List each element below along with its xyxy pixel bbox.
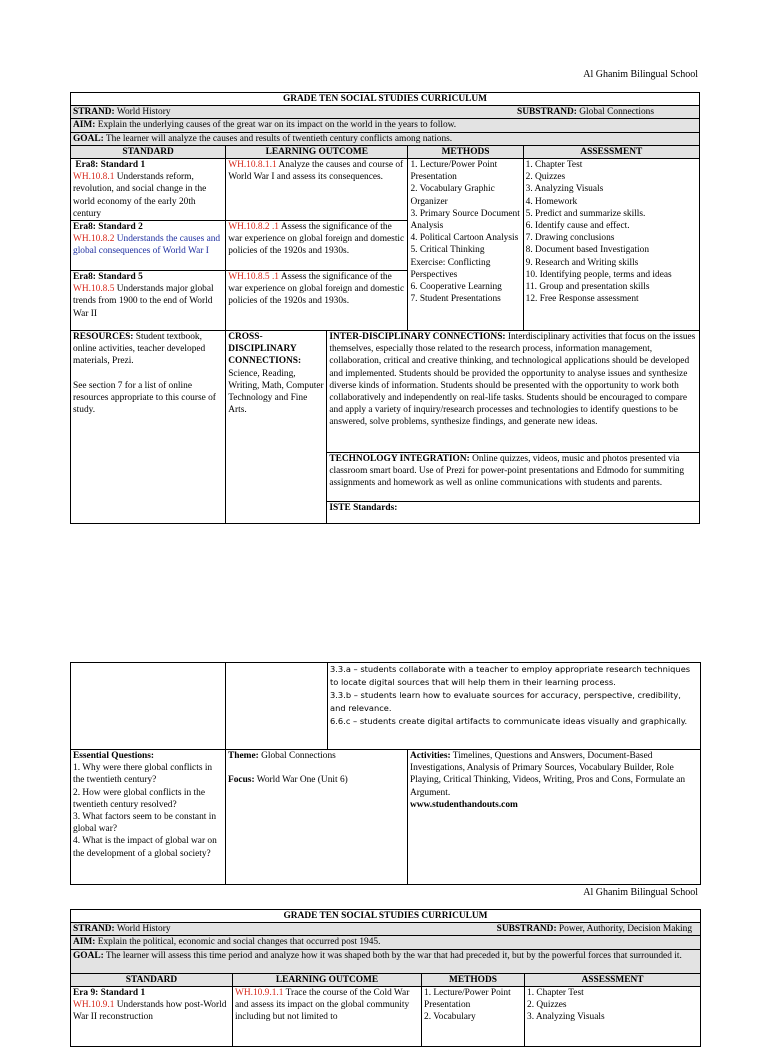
curriculum-table-1 — [70, 92, 700, 524]
outcome-cell-2 — [226, 221, 408, 271]
iste-item: 3.3.a – students collaborate with a teacher to employ appropriate research techniques to locate digital sources that will help them in their learning process. — [330, 664, 691, 687]
empty-cell-mid — [226, 663, 328, 750]
methods-cell — [408, 159, 523, 331]
goal-row-1 — [71, 132, 700, 145]
tech-label: TECHNOLOGY INTEGRATION: — [329, 454, 470, 465]
goal-row-3 — [71, 949, 701, 973]
eq-item: 1. Why were there global conflicts in the twentieth century? — [73, 763, 213, 786]
strand-label: STRAND: — [73, 107, 115, 118]
inter-text: Interdisciplinary activities that focus on the issues themselves, especially those related to the research process, information management, collaboration, critical and creative thinking, and technological applications should be developed and implemented. Students should be provided the opportunity to analyse issues and synthesize diverse kinds of information. Students should be presented with the opportunity to work both collaboratively and independently on real-life tasks. Students should be encouraged to compare and apply a variety of inquiry/research processes and technologies to identify questions to be answered, solve problems, synthesize findings, and generate new ideas. — [329, 332, 696, 428]
method-item: 4. Political Cartoon Analysis — [410, 233, 519, 244]
eq-item: 2. How were global conflicts in the twentieth century resolved? — [73, 787, 205, 810]
table-1-title: GRADE TEN SOCIAL STUDIES CURRICULUM — [71, 93, 700, 106]
assessment-item: 1. Chapter Test — [525, 160, 583, 171]
tech-text: Online quizzes, videos, music and photos presented via classroom smart board. Use of Prezi for power-point presentations and Edmodo for summiting assignments and homework as well as online communications with students and parents. — [329, 454, 685, 489]
standard-cell-4 — [71, 986, 233, 1046]
activities-text: Timelines, Questions and Answers, Document-Based Investigations, Analysis of Primary Sources, Vocabulary Builder, Role Playing, Critical Thinking, Videos, Writing, Pros and Cons, Formulate an Argument. — [410, 751, 686, 798]
standard-text: Understands major global trends from 1900 to the end of World War II — [73, 284, 214, 319]
assessment-item: 6. Identify cause and effect. — [525, 221, 630, 232]
method-item: 2. Vocabulary Graphic Organizer — [410, 184, 495, 207]
aim-text: Explain the political, economic and social changes that occurred post 1945. — [97, 937, 381, 948]
outcome-code: WH.10.9.1.1 — [235, 987, 284, 998]
eq-label: Essential Questions: — [73, 751, 155, 761]
substrand — [497, 923, 692, 935]
school-name-top: Al Ghanim Bilingual School — [583, 69, 698, 80]
assessment-item: 7. Drawing conclusions — [525, 233, 615, 244]
standard-code: WH.10.8.1 — [73, 172, 115, 183]
header-assessment: ASSESSMENT — [523, 145, 699, 158]
cross-label: CROSS-DISCIPLINARY CONNECTIONS: — [228, 332, 302, 367]
curriculum-table-3 — [70, 909, 701, 1047]
assessment-item: 11. Group and presentation skills — [525, 282, 650, 293]
strand-row-3 — [71, 923, 701, 936]
assessment-item: 2. Quizzes — [525, 172, 566, 183]
resources-note: See section 7 for a list of online resources appropriate to this course of study. — [73, 380, 216, 416]
outcome-cell-1 — [226, 159, 408, 221]
eq-item: 4. What is the impact of global war on the development of a global society? — [73, 836, 217, 859]
substrand-value: Power, Authority, Decision Making — [558, 924, 693, 935]
goal-text: The learner will analyze the causes and results of twentieth century conflicts among nations. — [105, 133, 453, 144]
iste-items-cell — [328, 663, 701, 750]
standard-title: Era8: Standard 1 — [75, 160, 146, 171]
methods-cell-3 — [422, 986, 525, 1046]
standard-title: Era8: Standard 2 — [73, 222, 143, 233]
goal-text: The learner will assess this time period and analyze how it was shaped both by the war that had preceded it, but by the powerful forces that surrounded it. — [105, 950, 682, 961]
assessment-item: 2. Quizzes — [527, 1000, 567, 1011]
standard-cell-1 — [71, 159, 226, 221]
outcome-text: Assess the significance of the war experience on global foreign and domestic policies of the 1920s and 1930s. — [228, 272, 405, 307]
assessment-item: 3. Analyzing Visuals — [527, 1012, 605, 1023]
substrand-value: Global Connections — [579, 107, 654, 118]
aim-label: AIM: — [73, 937, 96, 948]
activities-cell — [408, 750, 701, 885]
aim-row-1 — [71, 119, 700, 132]
table-3-title: GRADE TEN SOCIAL STUDIES CURRICULUM — [71, 910, 701, 923]
standard-title: Era 9: Standard 1 — [73, 987, 146, 998]
assessment-item: 5. Predict and summarize skills. — [525, 208, 646, 219]
substrand — [517, 106, 654, 118]
assessment-item: 1. Chapter Test — [527, 987, 584, 998]
standard-text: Understands reform, revolution, and social change in the world economy of the early 20th century — [73, 172, 207, 219]
strand-row-1 — [71, 106, 700, 119]
method-item: 3. Primary Source Document Analysis — [410, 208, 520, 232]
header-standard: STANDARD — [71, 973, 233, 986]
substrand-label: SUBSTRAND: — [517, 107, 577, 118]
school-name-bottom: Al Ghanim Bilingual School — [583, 887, 698, 898]
aim-text: Explain the underlying causes of the great war on its impact on the world in the years to follow. — [97, 120, 457, 131]
inter-label: INTER-DISCIPLINARY CONNECTIONS: — [329, 332, 506, 343]
iste-cell — [327, 502, 700, 524]
standard-text: Understands the causes and global consequences of World War I — [73, 234, 221, 257]
assessment-cell — [523, 159, 699, 331]
header-methods: METHODS — [422, 973, 525, 986]
strand-value: World History — [116, 924, 171, 935]
method-item: 6. Cooperative Learning — [410, 282, 502, 293]
header-methods: METHODS — [408, 145, 523, 158]
assessment-item: 3. Analyzing Visuals — [525, 184, 604, 195]
activities-label: Activities: — [410, 751, 451, 761]
essential-questions-cell — [71, 750, 226, 885]
theme-focus-cell — [226, 750, 408, 885]
outcome-cell-4 — [233, 986, 422, 1046]
assessment-item: 4. Homework — [525, 196, 578, 207]
outcome-cell-3 — [226, 271, 408, 331]
outcome-text: Assess the significance of the war experience on global foreign and domestic policies of the 1920s and 1930s. — [228, 222, 405, 257]
outcome-text: Analyze the causes and course of World War I and assess its consequences. — [228, 160, 404, 183]
outcome-text: Trace the course of the Cold War and assess its impact on the global community including but not limited to — [235, 987, 410, 1023]
substrand-label: SUBSTRAND: — [496, 924, 557, 935]
technology-cell — [327, 453, 700, 502]
method-item: 2. Vocabulary — [424, 1012, 476, 1023]
header-assessment: ASSESSMENT — [525, 973, 701, 986]
method-item: 7. Student Presentations — [410, 294, 501, 305]
header-learning-outcome: LEARNING OUTCOME — [233, 973, 422, 986]
method-item: 5. Critical Thinking Exercise: Conflicting Perspectives — [410, 245, 491, 280]
inter-disciplinary-cell — [327, 331, 700, 453]
resources-text: Student textbook, online activities, teacher developed materials, Prezi. — [73, 332, 206, 367]
standard-cell-3 — [71, 271, 226, 331]
standard-code: WH.10.9.1 — [73, 1000, 115, 1011]
cross-text: Science, Reading, Writing, Math, Computer Technology and Fine Arts. — [228, 368, 324, 416]
focus-value: World War One (Unit 6) — [256, 775, 348, 786]
theme-label: Theme: — [228, 751, 259, 761]
standard-title: Era8: Standard 5 — [73, 272, 143, 283]
header-learning-outcome: LEARNING OUTCOME — [226, 145, 408, 158]
curriculum-table-2 — [70, 662, 701, 885]
assessment-item: 8. Document based Investigation — [525, 245, 650, 256]
standard-text: Understands how post-World War II reconstruction — [73, 1000, 227, 1023]
cross-disciplinary-cell — [226, 331, 327, 524]
assessment-item: 9. Research and Writing skills — [525, 257, 639, 268]
outcome-code: WH.10.8.2 .1 — [228, 222, 279, 233]
goal-label: GOAL: — [73, 950, 104, 961]
focus-label: Focus: — [228, 775, 255, 786]
aim-label: AIM: — [73, 120, 96, 131]
resources-cell — [71, 331, 226, 524]
assessment-item: 12. Free Response assessment — [525, 294, 639, 305]
standard-code: WH.10.8.5 — [73, 284, 115, 295]
method-item: 1. Lecture/Power Point Presentation — [410, 160, 498, 183]
iste-label: ISTE Standards: — [329, 503, 398, 514]
resources-label: RESOURCES: — [73, 332, 134, 343]
eq-item: 3. What factors seem to be constant in global war? — [73, 812, 217, 835]
method-item: 1. Lecture/Power Point Presentation — [424, 987, 511, 1011]
empty-cell-left — [71, 663, 226, 750]
strand-value: World History — [116, 107, 171, 118]
strand-label: STRAND: — [73, 924, 115, 935]
iste-item: 3.3.b – students learn how to evaluate sources for accuracy, perspective, credibility, and relevance. — [330, 689, 681, 713]
assessment-item: 10. Identifying people, terms and ideas — [525, 269, 672, 280]
aim-row-3 — [71, 936, 701, 949]
header-standard: STANDARD — [71, 145, 226, 158]
theme-value: Global Connections — [261, 751, 336, 761]
activities-link[interactable]: www.studenthandouts.com — [410, 799, 518, 810]
standard-code: WH.10.8.2 — [73, 234, 115, 245]
standard-cell-2 — [71, 221, 226, 271]
goal-label: GOAL: — [73, 133, 104, 144]
assessment-cell-3 — [525, 986, 701, 1046]
outcome-code: WH.10.8.5 .1 — [228, 272, 279, 283]
iste-item: 6.6.c – students create digital artifacts to communicate ideas visually and graphically. — [330, 715, 688, 726]
outcome-code: WH.10.8.1.1 — [228, 160, 277, 171]
